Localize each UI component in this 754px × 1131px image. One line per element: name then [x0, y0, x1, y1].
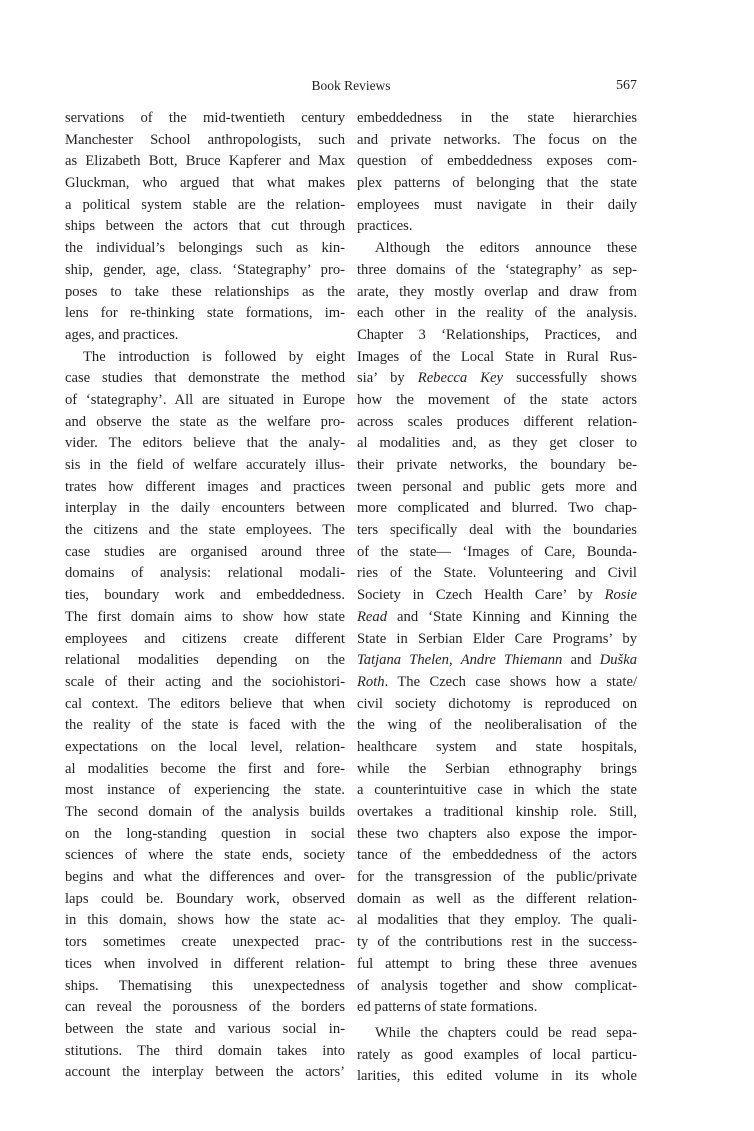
text-line: Roth. The Czech case shows how a state/: [357, 673, 637, 690]
text-line: laps could be. Boundary work, observed: [65, 890, 345, 907]
text-line: can reveal the porousness of the borders: [65, 999, 345, 1016]
running-header: [65, 78, 637, 98]
text-line: ty of the contributions rest in the success-: [357, 934, 637, 951]
text-line: on the long-standing question in social: [65, 825, 345, 842]
text-line: of analysis together and show complicat-: [357, 977, 637, 994]
text-line: poses to take these relationships as the: [65, 283, 345, 300]
text-line: question of embeddedness exposes com-: [357, 153, 637, 170]
running-header-title: Book Reviews: [311, 78, 391, 93]
text-line: While the chapters could be read sepa-: [375, 1024, 637, 1041]
text-line: of the state— ‘Images of Care, Bounda-: [357, 543, 637, 560]
text-line: across scales produces different relation-: [357, 413, 637, 430]
text-line: Tatjana Thelen, Andre Thiemann and Duška: [357, 652, 637, 669]
text-line: Society in Czech Health Care’ by Rosie: [357, 587, 637, 604]
text-line: ships between the actors that cut through: [65, 218, 345, 235]
text-line: Read and ‘State Kinning and Kinning the: [357, 608, 637, 625]
text-line: the citizens and the state employees. The: [65, 522, 345, 539]
text-line: case studies that demonstrate the method: [65, 370, 345, 387]
page-number: 567: [616, 78, 637, 93]
text-line: relational modalities depending on the: [65, 652, 345, 669]
text-line: these two chapters also expose the impor-: [357, 825, 637, 842]
text-line: sia’ by Rebecca Key successfully shows: [357, 370, 637, 387]
text-line: ries of the State. Volunteering and Civil: [357, 565, 637, 582]
text-line: ters specifically deal with the boundaries: [357, 522, 637, 539]
text-line: tices when involved in different relation-: [65, 955, 345, 972]
text-line: scale of their acting and the sociohistori-: [65, 673, 345, 690]
text-line: how the movement of the state actors: [357, 391, 637, 408]
text-line: ages, and practices.: [65, 326, 179, 343]
text-line: most instance of experiencing the state.: [65, 782, 345, 799]
text-line: their private networks, the boundary be-: [357, 457, 637, 473]
text-line: each other in the reality of the analysis.: [357, 305, 637, 322]
text-line: as Elizabeth Bott, Bruce Kapferer and Max: [65, 153, 345, 170]
text-line: employees must navigate in their daily: [357, 196, 637, 213]
text-line: the wing of the neoliberalisation of the: [357, 717, 637, 734]
text-line: the reality of the state is faced with the: [65, 717, 345, 734]
text-line: domain as well as the different relation-: [357, 890, 637, 907]
text-line: embeddedness in the state hierarchies: [357, 110, 637, 126]
text-line: tors sometimes create unexpected prac-: [65, 934, 345, 951]
text-line: while the Serbian ethnography brings: [357, 760, 637, 777]
text-line: servations of the mid-twentieth century: [65, 110, 345, 126]
text-line: begins and what the differences and over-: [65, 869, 345, 886]
text-line: ties, boundary work and embeddedness.: [65, 587, 345, 604]
text-line: tween personal and public gets more and: [357, 478, 637, 495]
text-line: a counterintuitive case in which the state: [357, 782, 637, 799]
text-line: sciences of where the state ends, society: [65, 847, 345, 864]
text-line: arate, they mostly overlap and draw from: [357, 283, 637, 300]
text-line: of ‘stategraphy’. All are situated in Europe: [65, 391, 345, 408]
text-line: al modalities that they employ. The quali-: [357, 912, 637, 929]
text-line: between the state and various social in-: [65, 1020, 345, 1037]
text-line: Manchester School anthropologists, such: [65, 131, 345, 148]
text-line: plex patterns of belonging that the state: [357, 175, 637, 192]
text-line: ships. Thematising this unexpectedness: [65, 977, 345, 994]
text-line: larities, this edited volume in its whole: [357, 1068, 637, 1085]
text-line: case studies are organised around three: [65, 543, 345, 560]
text-line: for the transgression of the public/private: [357, 869, 637, 886]
text-line: The introduction is followed by eight: [83, 348, 345, 365]
text-line: The second domain of the analysis builds: [65, 804, 345, 820]
text-line: lens for re-thinking state formations, im-: [65, 305, 345, 322]
text-line: ful attempt to bring these three avenues: [357, 955, 637, 972]
text-line: ship, gender, age, class. ‘Stategraphy’ pro-: [65, 261, 345, 278]
text-line: expectations on the local level, relation-: [65, 738, 345, 755]
text-line: domains of analysis: relational modali-: [65, 565, 345, 582]
text-line: al modalities and, as they get closer to: [357, 435, 637, 452]
text-line: sis in the field of welfare accurately illus-: [65, 457, 345, 473]
text-line: trates how different images and practices: [65, 478, 345, 495]
text-line: al modalities become the first and fore-: [65, 760, 345, 777]
text-line: and observe the state as the welfare pro-: [65, 413, 345, 430]
text-line: civil society dichotomy is reproduced on: [357, 695, 637, 712]
text-line: and private networks. The focus on the: [357, 131, 637, 148]
text-line: cal context. The editors believe that when: [65, 695, 345, 712]
text-line: Chapter 3 ‘Relationships, Practices, and: [357, 326, 637, 343]
text-line: employees and citizens create different: [65, 630, 345, 647]
text-line: a political system stable are the relation-: [65, 196, 345, 213]
text-line: Images of the Local State in Rural Rus-: [357, 348, 637, 365]
text-line: overtakes a traditional kinship role. Still,: [357, 804, 637, 820]
text-line: stitutions. The third domain takes into: [65, 1042, 345, 1059]
text-line: account the interplay between the actors’: [65, 1064, 345, 1081]
text-line: practices.: [357, 218, 413, 235]
text-line: Although the editors announce these: [375, 240, 637, 257]
text-line: tance of the embeddedness of the actors: [357, 847, 637, 864]
text-line: The first domain aims to show how state: [65, 608, 345, 625]
text-line: healthcare system and state hospitals,: [357, 738, 637, 755]
right-column: [357, 108, 637, 1088]
text-line: in this domain, shows how the state ac-: [65, 912, 345, 929]
text-line: Gluckman, who argued that what makes: [65, 175, 345, 192]
text-line: more complicated and blurred. Two chap-: [357, 500, 637, 517]
text-line: interplay in the daily encounters between: [65, 500, 345, 517]
left-column: [65, 108, 345, 1084]
text-line: three domains of the ‘stategraphy’ as sep-: [357, 261, 637, 278]
text-line: State in Serbian Elder Care Programs’ by: [357, 630, 637, 647]
text-line: vider. The editors believe that the analy-: [65, 435, 345, 452]
text-line: the individual’s belongings such as kin-: [65, 240, 345, 257]
text-line: rately as good examples of local particu-: [357, 1046, 637, 1063]
text-line: ed patterns of state formations.: [357, 999, 538, 1016]
